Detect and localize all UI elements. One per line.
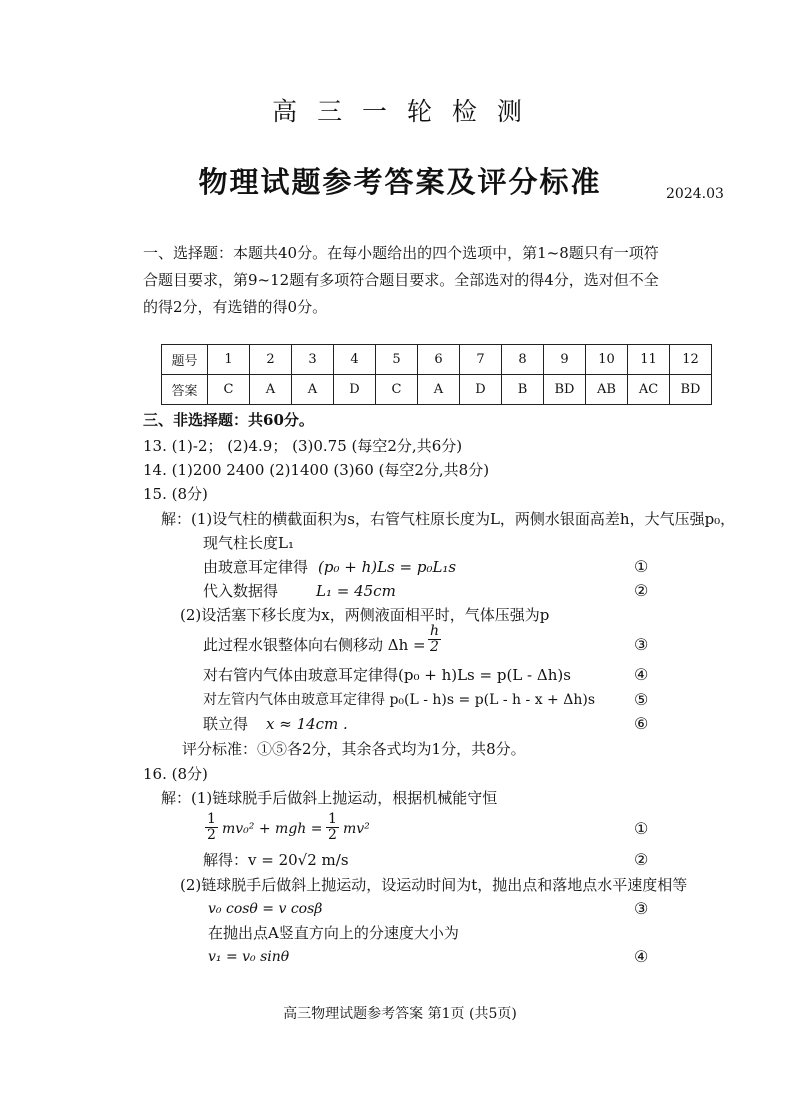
answer-table — [161, 344, 712, 405]
mark-3: ③ — [634, 899, 649, 918]
q16-eq1-half-left — [205, 812, 218, 843]
q16-heading: 16. (8分) — [143, 765, 208, 783]
q16-part3: 在抛出点A竖直方向上的分速度大小为 — [208, 924, 459, 942]
row-label-number: 题号 — [162, 345, 208, 375]
q16-eq1-middle: mv₀² + mgh = — [222, 821, 323, 837]
section3-heading: 三、非选择题：共60分。 — [143, 411, 314, 429]
table-cell: 3 — [292, 345, 334, 375]
q16-eq1-end: mv² — [343, 821, 370, 837]
q15-eq2-text: 代入数据得 — [203, 582, 279, 600]
table-cell: 2 — [250, 345, 292, 375]
table-cell: D — [334, 375, 376, 405]
table-cell: BD — [544, 375, 586, 405]
table-cell: AC — [628, 375, 670, 405]
fraction-numerator: h — [430, 623, 440, 639]
table-cell: 5 — [376, 345, 418, 375]
document-date: 2024.03 — [666, 186, 724, 202]
table-cell: 10 — [586, 345, 628, 375]
q15-eq1-text: 由玻意耳定律得 — [203, 558, 309, 576]
row-label-answer: 答案 — [162, 375, 208, 405]
q16-eq1-half-right — [326, 812, 339, 843]
q15-heading: 15. (8分) — [143, 485, 208, 503]
q15-eq3-fraction — [428, 624, 441, 655]
mark-3: ③ — [634, 635, 649, 654]
q16-part1: 解：(1)链球脱手后做斜上抛运动，根据机械能守恒 — [161, 789, 498, 807]
q15-eq6-text: 联立得 — [203, 715, 249, 733]
q14-answer: 14. (1)200 2400 (2)1400 (3)60 (每空2分,共8分) — [143, 461, 490, 479]
mark-6: ⑥ — [634, 714, 649, 733]
q15-part2: (2)设活塞下移长度为x，两侧液面相平时，气体压强为p — [180, 606, 550, 624]
mark-2: ② — [634, 850, 649, 869]
table-cell: C — [376, 375, 418, 405]
q15-eq5: 对左管内气体由玻意耳定律得 p₀(L - h)s = p(L - h - x + Δh)s — [203, 692, 596, 708]
exam-title: 高 三 一 轮 检 测 — [272, 97, 528, 126]
q13-answer: 13. (1)-2； (2)4.9； (3)0.75 (每空2分,共6分) — [143, 437, 463, 455]
table-cell: 9 — [544, 345, 586, 375]
table-cell: B — [502, 375, 544, 405]
table-row-numbers — [162, 345, 712, 375]
q15-eq2: L₁ = 45cm — [316, 582, 396, 600]
q15-eq6: x ≈ 14cm . — [266, 715, 348, 733]
q16-part2: (2)链球脱手后做斜上抛运动，设运动时间为t，抛出点和落地点水平速度相等 — [180, 876, 688, 894]
table-row-answers — [162, 375, 712, 405]
mark-4: ④ — [634, 665, 649, 684]
document-title: 物理试题参考答案及评分标准 — [198, 165, 602, 199]
q15-part1-line-b: 现气柱长度L₁ — [203, 534, 294, 552]
table-cell: 12 — [670, 345, 712, 375]
table-cell: C — [208, 375, 250, 405]
section1-heading: 一、选择题：本题共40分。在每小题给出的四个选项中，第1~8题只有一项符合题目要求，第9~12题有多项符合题目要求。全部选对的得4分，选对但不全的得2分，有选错的得0分。 — [143, 244, 659, 316]
table-cell: BD — [670, 375, 712, 405]
table-cell: A — [418, 375, 460, 405]
table-cell: 11 — [628, 345, 670, 375]
q15-eq3-text: 此过程水银整体向右侧移动 Δh = — [203, 636, 426, 654]
q16-solution: 解得：v = 20√2 m/s — [203, 851, 349, 869]
fraction-denominator: 2 — [328, 827, 337, 843]
fraction-denominator: 2 — [207, 827, 216, 843]
mark-1: ① — [634, 557, 649, 576]
q15-part1-line-a: 解：(1)设气柱的横截面积为s，右管气柱原长度为L，两侧水银面高差h，大气压强p₀， — [161, 510, 736, 528]
fraction-numerator: 1 — [207, 811, 216, 827]
mark-5: ⑤ — [634, 690, 649, 709]
table-cell: A — [292, 375, 334, 405]
q15-eq4: 对右管内气体由玻意耳定律得(p₀ + h)Ls = p(L - Δh)s — [203, 666, 571, 684]
q15-scoring: 评分标准：①⑤各2分，其余各式均为1分，共8分。 — [182, 740, 526, 758]
mark-1: ① — [634, 819, 649, 838]
q16-eq3: v₀ cosθ = v cosβ — [208, 901, 323, 917]
table-cell: 7 — [460, 345, 502, 375]
table-cell: 4 — [334, 345, 376, 375]
page-footer: 高三物理试题参考答案 第1页 (共5页) — [283, 1006, 517, 1022]
table-cell: 6 — [418, 345, 460, 375]
table-cell: 1 — [208, 345, 250, 375]
q16-eq4: v₁ = v₀ sinθ — [208, 949, 290, 965]
table-cell: D — [460, 375, 502, 405]
fraction-numerator: 1 — [328, 811, 337, 827]
q15-eq1: (p₀ + h)Ls = p₀L₁s — [318, 558, 457, 576]
fraction-denominator: 2 — [430, 639, 439, 655]
table-cell: AB — [586, 375, 628, 405]
mark-2: ② — [634, 581, 649, 600]
mark-4: ④ — [634, 947, 649, 966]
table-cell: A — [250, 375, 292, 405]
table-cell: 8 — [502, 345, 544, 375]
